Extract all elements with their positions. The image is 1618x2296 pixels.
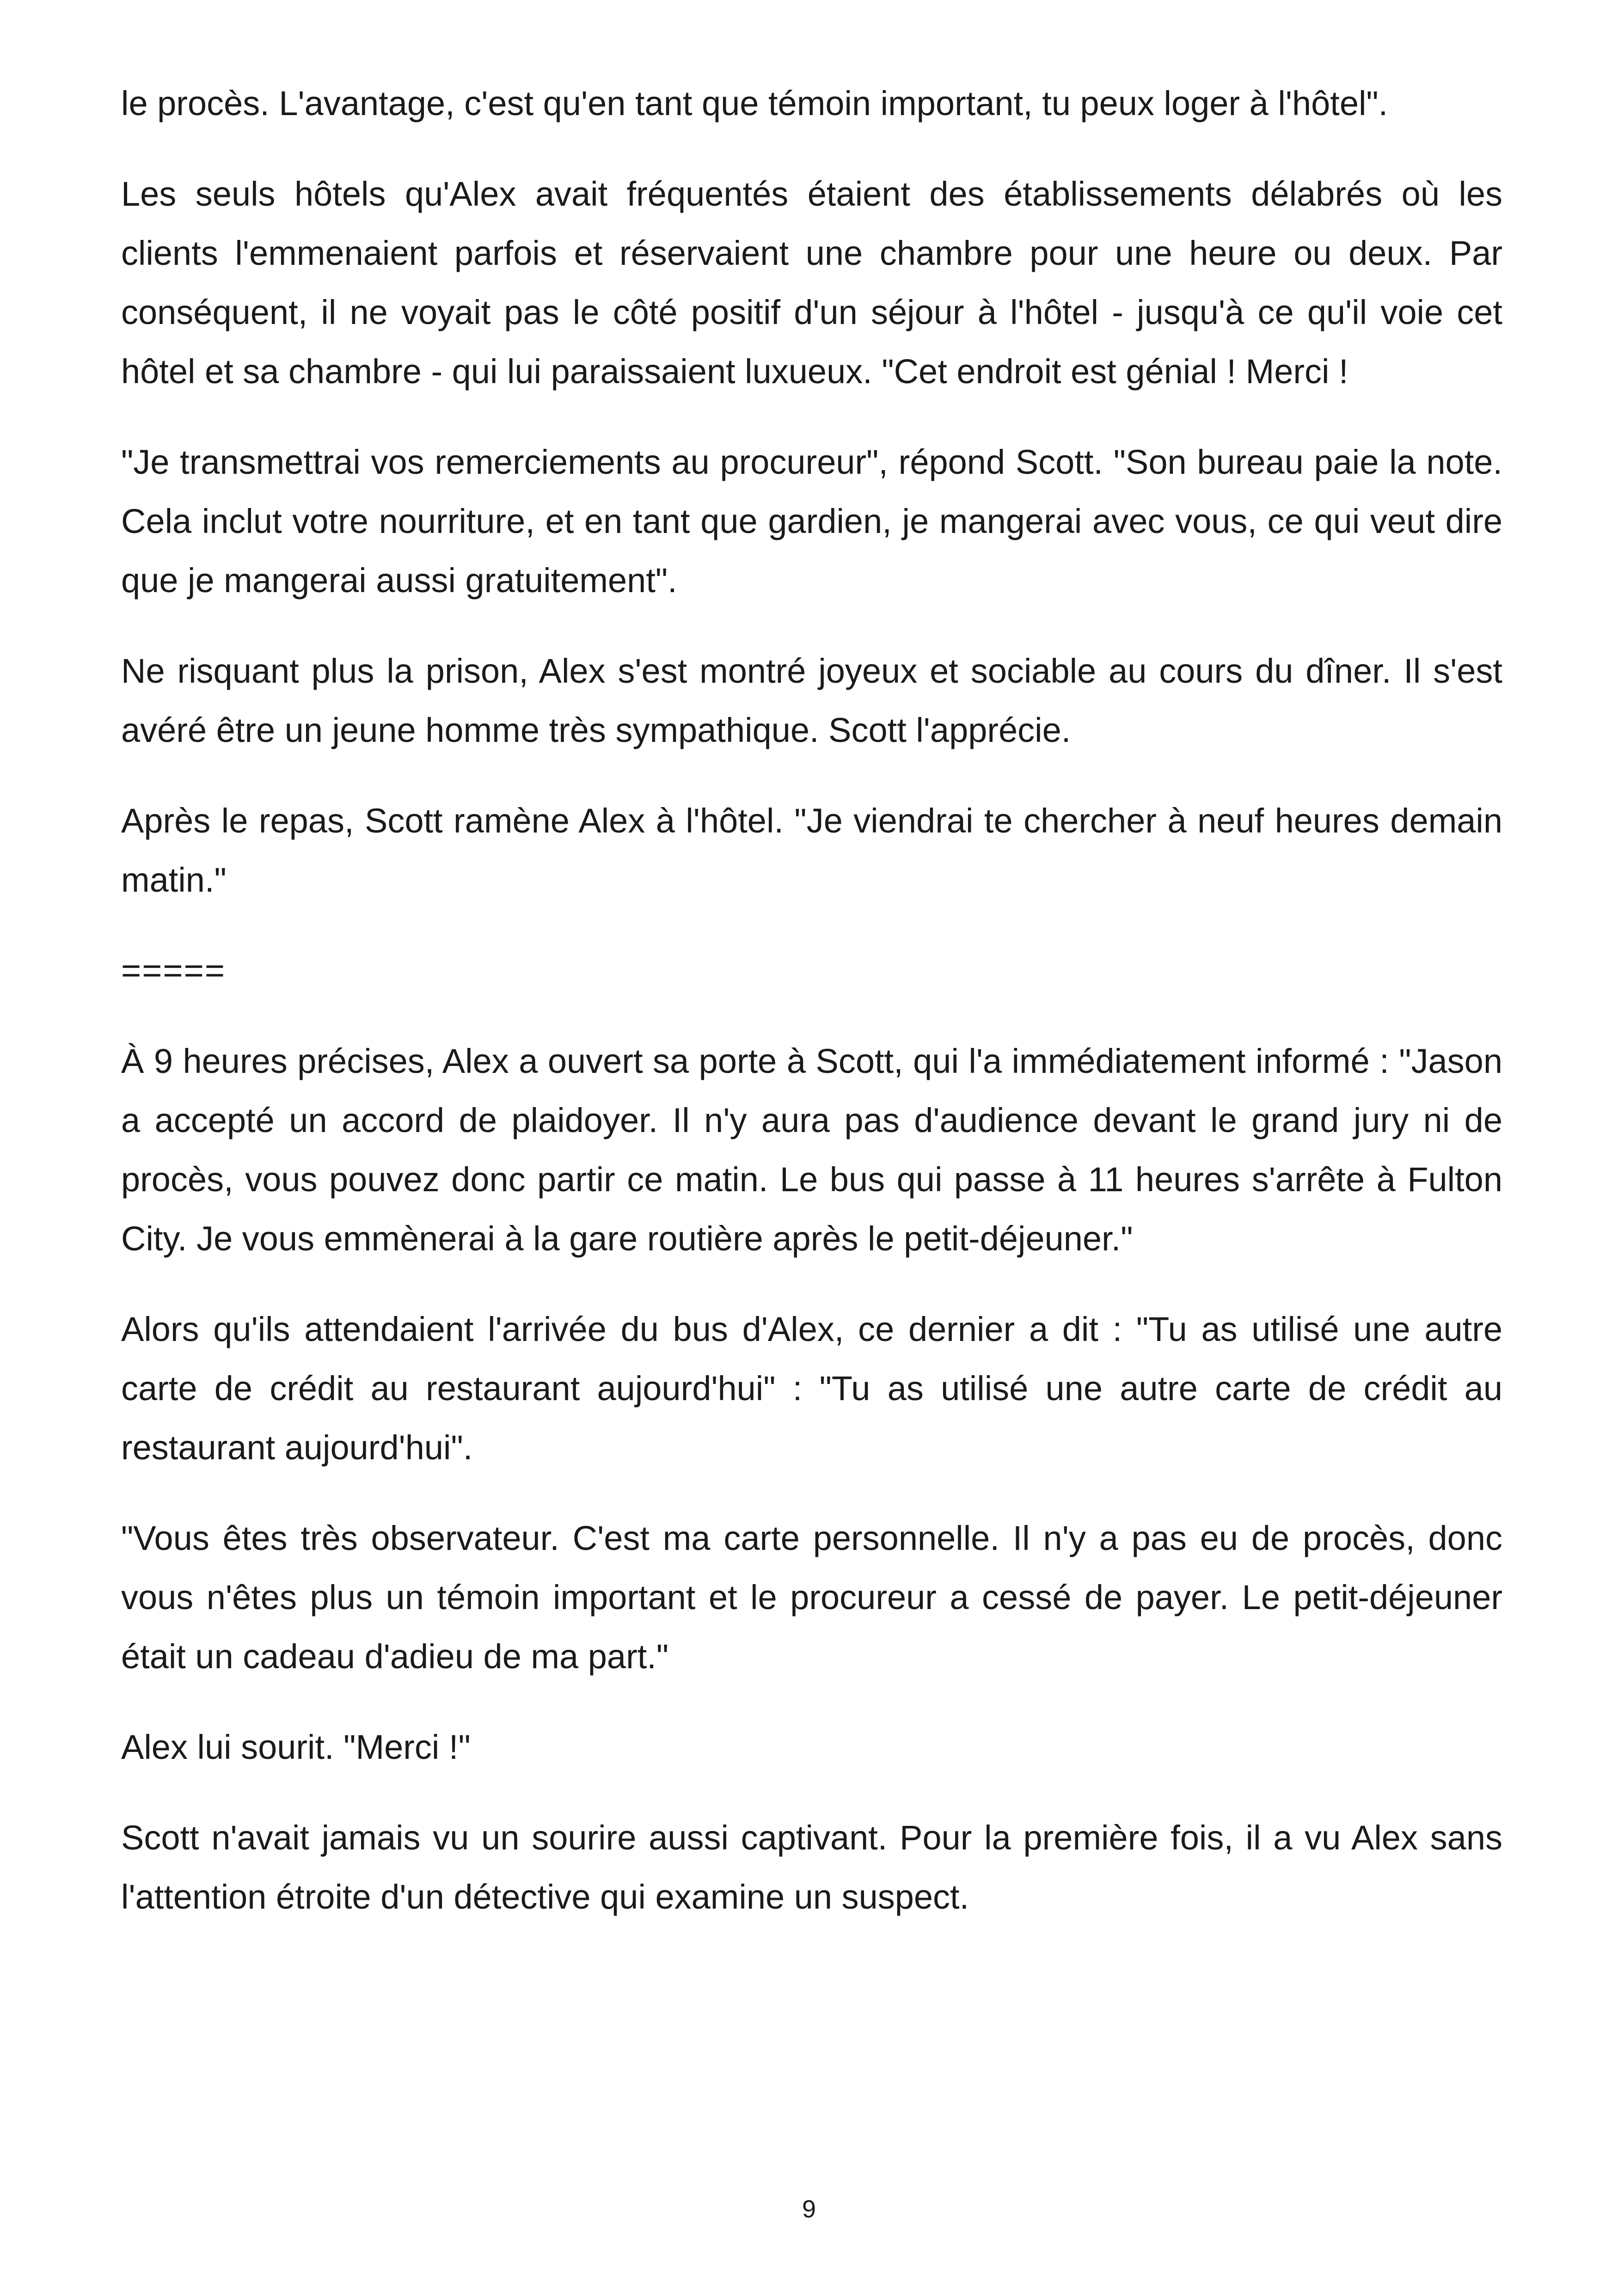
paragraph-10: Scott n'avait jamais vu un sourire aussi captivant. Pour la première fois, il a vu Alex sans l'attention étroite d'un détective qui examine un suspect. (121, 1818, 1502, 1916)
paragraph-4: Ne risquant plus la prison, Alex s'est montré joyeux et sociable au cours du dîner. Il s'est avéré être un jeune homme très sympathique. Scott l'apprécie. (121, 652, 1502, 749)
paragraph-7: Alors qu'ils attendaient l'arrivée du bus d'Alex, ce dernier a dit : "Tu as utilisé une autre carte de crédit au restaurant aujourd'hui" : "Tu as utilisé une autre carte de crédit au restaurant aujourd'hui". (121, 1310, 1502, 1467)
paragraph-3: "Je transmettrai vos remerciements au procureur", répond Scott. "Son bureau paie la note. Cela inclut votre nourriture, et en tant que gardien, je mangerai avec vous, ce qui veut dire que je mangerai aussi gratuitement". (121, 443, 1502, 600)
section-separator: ===== (121, 951, 226, 990)
paragraph-9: Alex lui sourit. "Merci !" (121, 1728, 471, 1766)
document-body (121, 74, 1502, 1958)
paragraph-1: le procès. L'avantage, c'est qu'en tant que témoin important, tu peux loger à l'hôtel". (121, 84, 1388, 122)
paragraph-8: "Vous êtes très observateur. C'est ma carte personnelle. Il n'y a pas eu de procès, donc vous n'êtes plus un témoin important et le procureur a cessé de payer. Le petit-déjeuner était un cadeau d'adieu de ma part." (121, 1519, 1502, 1676)
page-number: 9 (802, 2195, 816, 2223)
paragraph-2: Les seuls hôtels qu'Alex avait fréquentés étaient des établissements délabrés où les clients l'emmenaient parfois et réservaient une chambre pour une heure ou deux. Par conséquent, il ne voyait pas le côté positif d'un séjour à l'hôtel - jusqu'à ce qu'il voie cet hôtel et sa chambre - qui lui paraissaient luxueux. "Cet endroit est génial ! Merci ! (121, 175, 1502, 391)
paragraph-5: Après le repas, Scott ramène Alex à l'hôtel. "Je viendrai te chercher à neuf heures demain matin." (121, 802, 1502, 899)
paragraph-6: À 9 heures précises, Alex a ouvert sa porte à Scott, qui l'a immédiatement informé : "Jason a accepté un accord de plaidoyer. Il n'y aura pas d'audience devant le grand jury ni de procès, vous pouvez donc partir ce matin. Le bus qui passe à 11 heures s'arrête à Fulton City. Je vous emmènerai à la gare routière après le petit-déjeuner." (121, 1042, 1502, 1258)
